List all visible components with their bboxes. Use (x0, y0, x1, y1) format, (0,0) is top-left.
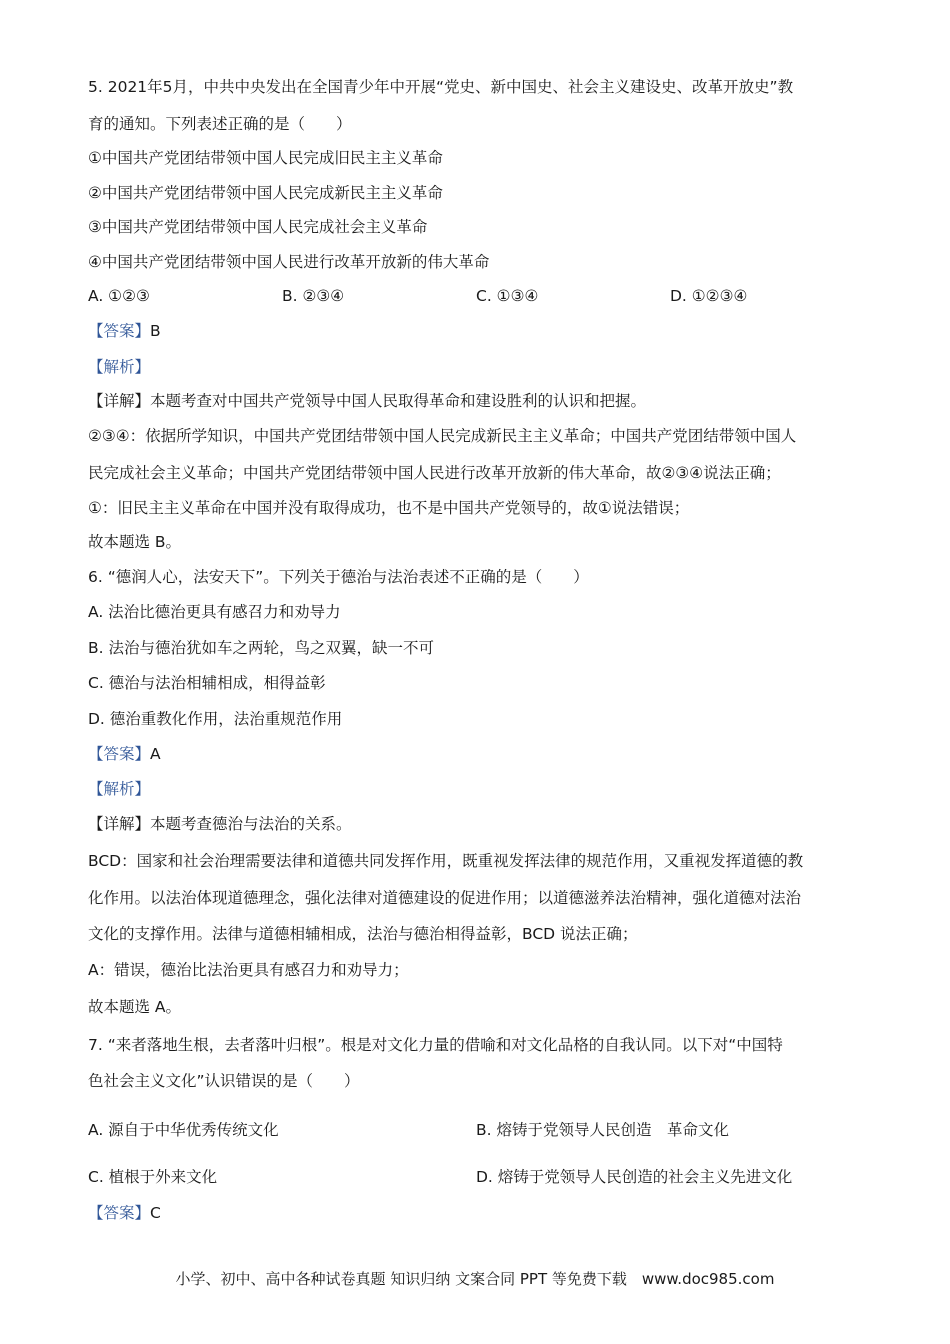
q6-answer (88, 743, 868, 765)
q7-option-b: B. 熔铸于党领导人民创造 革命文化 (476, 1121, 729, 1139)
q5-item-3: ③中国共产党团结带领中国人民完成社会主义革命 (88, 218, 428, 236)
q5-detail (88, 390, 868, 412)
detail-tag: 【详解】 (88, 392, 151, 410)
q7-answer (88, 1202, 868, 1224)
q7-option-a: A. 源自于中华优秀传统文化 (88, 1121, 279, 1139)
q5-option-a: A. ①②③ (88, 287, 150, 305)
q6-explanation-line4: A：错误，德治比法治更具有感召力和劝导力； (88, 961, 409, 979)
q5-item-2: ②中国共产党团结带领中国人民完成新民主主义革命 (88, 184, 443, 202)
q6-explanation-line3: 文化的支撑作用。法律与道德相辅相成，法治与德治相得益彰，BCD 说法正确； (88, 925, 638, 943)
detail-tag: 【详解】 (88, 815, 151, 833)
q5-answer (88, 320, 868, 342)
answer-tag: 【答案】 (88, 1204, 151, 1222)
q7-option-d: D. 熔铸于党领导人民创造的社会主义先进文化 (476, 1168, 793, 1186)
q6-detail (88, 813, 868, 835)
q5-stem-line2: 育的通知。下列表述正确的是（ ） (88, 115, 352, 133)
q5-explanation-line3: ①：旧民主主义革命在中国并没有取得成功，也不是中国共产党领导的，故①说法错误； (88, 499, 690, 517)
q6-explanation-line1: BCD：国家和社会治理需要法律和道德共同发挥作用，既重视发挥法律的规范作用，又重视发挥道德的教 (88, 852, 804, 870)
detail-text: 本题考查德治与法治的关系。 (150, 815, 352, 833)
q7-option-c: C. 植根于外来文化 (88, 1168, 218, 1186)
q6-analysis-tag: 【解析】 (88, 780, 151, 798)
q5-stem-line1: 5. 2021年5月，中共中央发出在全国青少年中开展“党史、新中国史、社会主义建设史、改革开放史”教 (88, 78, 794, 96)
q7-stem-line1: 7. “来者落地生根，去者落叶归根”。根是对文化力量的借喻和对文化品格的自我认同。以下对“中国特 (88, 1036, 783, 1054)
q7-stem-line2: 色社会主义文化”认识错误的是（ ） (88, 1072, 360, 1090)
answer-value: B (150, 322, 161, 340)
q6-stem: 6. “德润人心，法安天下”。下列关于德治与法治表述不正确的是（ ） (88, 568, 589, 586)
answer-value: C (150, 1204, 161, 1222)
q5-explanation-line4: 故本题选 B。 (88, 533, 182, 551)
q5-option-d: D. ①②③④ (670, 287, 748, 305)
answer-tag: 【答案】 (88, 322, 151, 340)
q5-item-1: ①中国共产党团结带领中国人民完成旧民主主义革命 (88, 149, 443, 167)
q5-explanation-line2: 民完成社会主义革命；中国共产党团结带领中国人民进行改革开放新的伟大革命，故②③④说法正确； (88, 464, 781, 482)
q6-explanation-line2: 化作用。以法治体现道德理念，强化法律对道德建设的促进作用；以道德滋养法治精神，强化道德对法治 (88, 889, 802, 907)
q5-item-4: ④中国共产党团结带领中国人民进行改革开放新的伟大革命 (88, 253, 490, 271)
answer-tag: 【答案】 (88, 745, 151, 763)
answer-value: A (150, 745, 161, 763)
q6-option-b: B. 法治与德治犹如车之两轮，鸟之双翼，缺一不可 (88, 639, 434, 657)
q5-option-c: C. ①③④ (476, 287, 539, 305)
q6-option-c: C. 德治与法治相辅相成，相得益彰 (88, 674, 326, 692)
q5-option-b: B. ②③④ (282, 287, 345, 305)
q6-explanation-line5: 故本题选 A。 (88, 998, 182, 1016)
q6-option-a: A. 法治比德治更具有感召力和劝导力 (88, 603, 341, 621)
q5-explanation-line1: ②③④：依据所学知识，中国共产党团结带领中国人民完成新民主主义革命；中国共产党团结带领中国人 (88, 427, 797, 445)
page-footer: 小学、初中、高中各种试卷真题 知识归纳 文案合同 PPT 等免费下载 www.doc985.com (175, 1270, 775, 1288)
q6-option-d: D. 德治重教化作用，法治重规范作用 (88, 710, 343, 728)
detail-text: 本题考查对中国共产党领导中国人民取得革命和建设胜利的认识和把握。 (150, 392, 647, 410)
q5-analysis-tag: 【解析】 (88, 358, 151, 376)
